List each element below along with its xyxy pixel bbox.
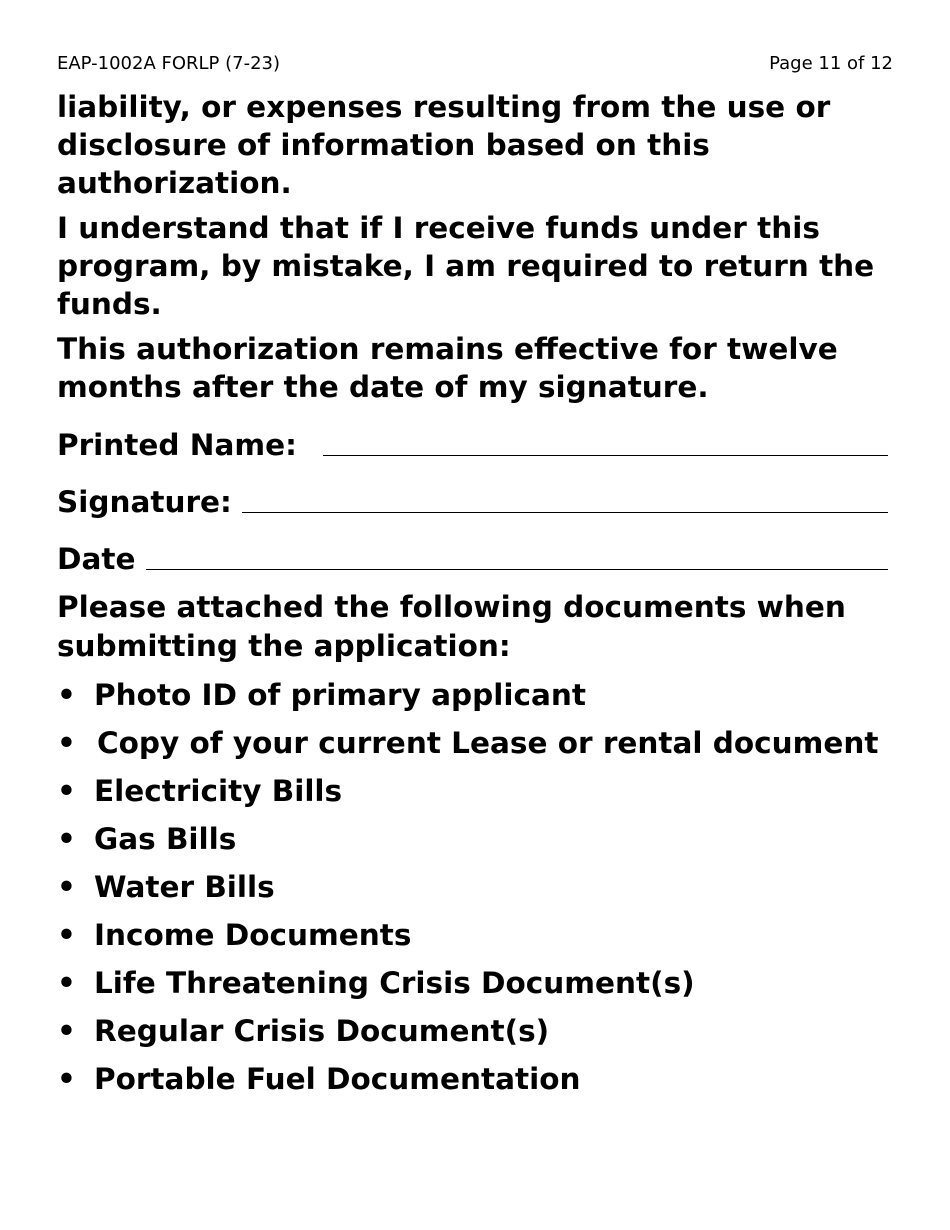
signature-label: Signature: (57, 485, 232, 519)
bullet-icon: • (57, 966, 76, 1000)
bullet-icon: • (57, 678, 76, 712)
printed-name-line[interactable] (323, 455, 888, 456)
signature-field (57, 483, 897, 521)
date-line[interactable] (146, 569, 888, 570)
bullet-icon: • (57, 870, 76, 904)
printed-name-label: Printed Name: (57, 428, 297, 462)
list-item (57, 1012, 897, 1050)
bullet-icon: • (57, 726, 76, 760)
form-id: EAP-1002A FORLP (7-23) (57, 53, 281, 74)
list-item-label: Water Bills (94, 870, 275, 904)
printed-name-field (57, 426, 897, 464)
bullet-icon: • (57, 822, 76, 856)
list-item (57, 772, 897, 810)
list-item (57, 724, 897, 762)
attachments-list (57, 676, 897, 1098)
list-item-label: Copy of your current Lease or rental document (97, 726, 879, 760)
bullet-icon: • (57, 918, 76, 952)
signature-line[interactable] (242, 512, 888, 513)
list-item-label: Gas Bills (94, 822, 237, 856)
list-item-label: Portable Fuel Documentation (94, 1062, 581, 1096)
list-item-label: Regular Crisis Document(s) (94, 1014, 550, 1048)
attachments-intro: Please attached the following documents when submitting the application: (57, 590, 846, 663)
list-item-label: Photo ID of primary applicant (94, 678, 586, 712)
date-label: Date (57, 542, 136, 576)
return-funds-paragraph: I understand that if I receive funds under this program, by mistake, I am required to return the funds. (57, 211, 875, 321)
page-number: Page 11 of 12 (769, 53, 893, 74)
bullet-icon: • (57, 1062, 76, 1096)
list-item (57, 820, 897, 858)
list-item (57, 868, 897, 906)
list-item (57, 676, 897, 714)
bullet-icon: • (57, 1014, 76, 1048)
bullet-icon: • (57, 774, 76, 808)
list-item-label: Life Threatening Crisis Document(s) (94, 966, 695, 1000)
document-body (57, 88, 897, 1108)
date-field (57, 540, 897, 578)
list-item-label: Electricity Bills (94, 774, 343, 808)
effective-period-paragraph: This authorization remains effective for twelve months after the date of my signature. (57, 332, 838, 404)
list-item (57, 964, 897, 1002)
list-item (57, 1060, 897, 1098)
liability-paragraph: liability, or expenses resulting from the use or disclosure of information based on this authorization. (57, 90, 831, 200)
list-item-label: Income Documents (94, 918, 412, 952)
list-item (57, 916, 897, 954)
